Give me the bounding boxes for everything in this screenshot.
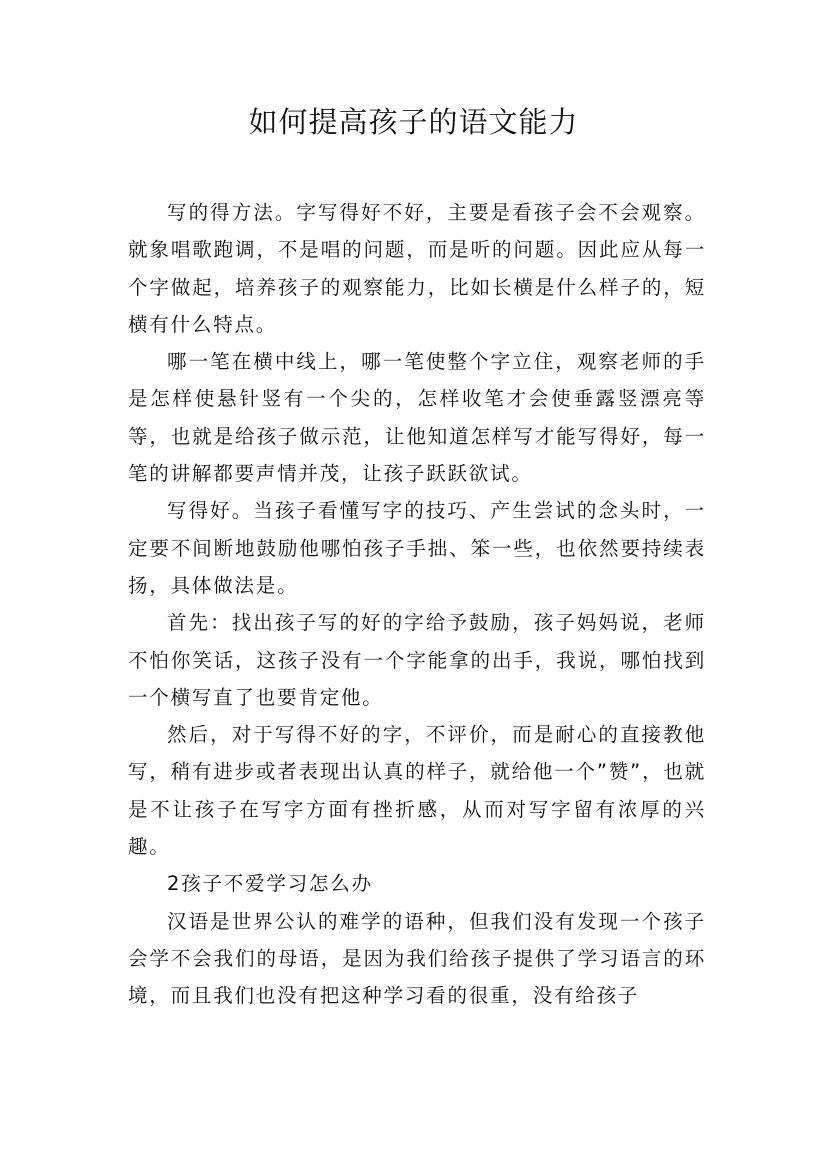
paragraph-chinese-language: 汉语是世界公认的难学的语种，但我们没有发现一个孩子会学不会我们的母语，是因为我们给孩子提供了学习语言的环境，而且我们也没有把这种学习看的很重，没有给孩子	[128, 909, 706, 1008]
paragraph-then: 然后，对于写得不好的字，不评价，而是耐心的直接教他写，稍有进步或者表现出认真的样子，就给他一个”赞”，也就是不让孩子在写字方面有挫折感，从而对写字留有浓厚的兴趣。	[128, 723, 706, 859]
paragraph-write-well: 写得好。当孩子看懂写字的技巧、产生尝试的念头时，一定要不间断地鼓励他哪怕孩子手拙、笨一些，也依然要持续表扬，具体做法是。	[128, 499, 706, 597]
document-body	[128, 194, 706, 1015]
paragraph-writing-method: 写的得方法。字写得好不好，主要是看孩子会不会观察。就象唱歌跑调，不是唱的问题，而是听的问题。因此应从每一个字做起，培养孩子的观察能力，比如长横是什么样子的，短横有什么特点。	[128, 201, 706, 336]
paragraph-stroke-demo: 哪一笔在横中线上，哪一笔使整个字立住，观察老师的手是怎样使悬针竖有一个尖的，怎样收笔才会使垂露竖漂亮等等，也就是给孩子做示范，让他知道怎样写才能写得好，每一笔的讲解都要声情并茂，让孩子跃跃欲试。	[128, 350, 706, 486]
paragraph-first: 首先：找出孩子写的好的字给予鼓励，孩子妈妈说，老师不怕你笑话，这孩子没有一个字能拿的出手，我说，哪怕找到一个横写直了也要肯定他。	[128, 611, 706, 709]
section-heading: 2孩子不爱学习怎么办	[167, 872, 373, 896]
document-title: 如何提高孩子的语文能力	[248, 105, 579, 139]
